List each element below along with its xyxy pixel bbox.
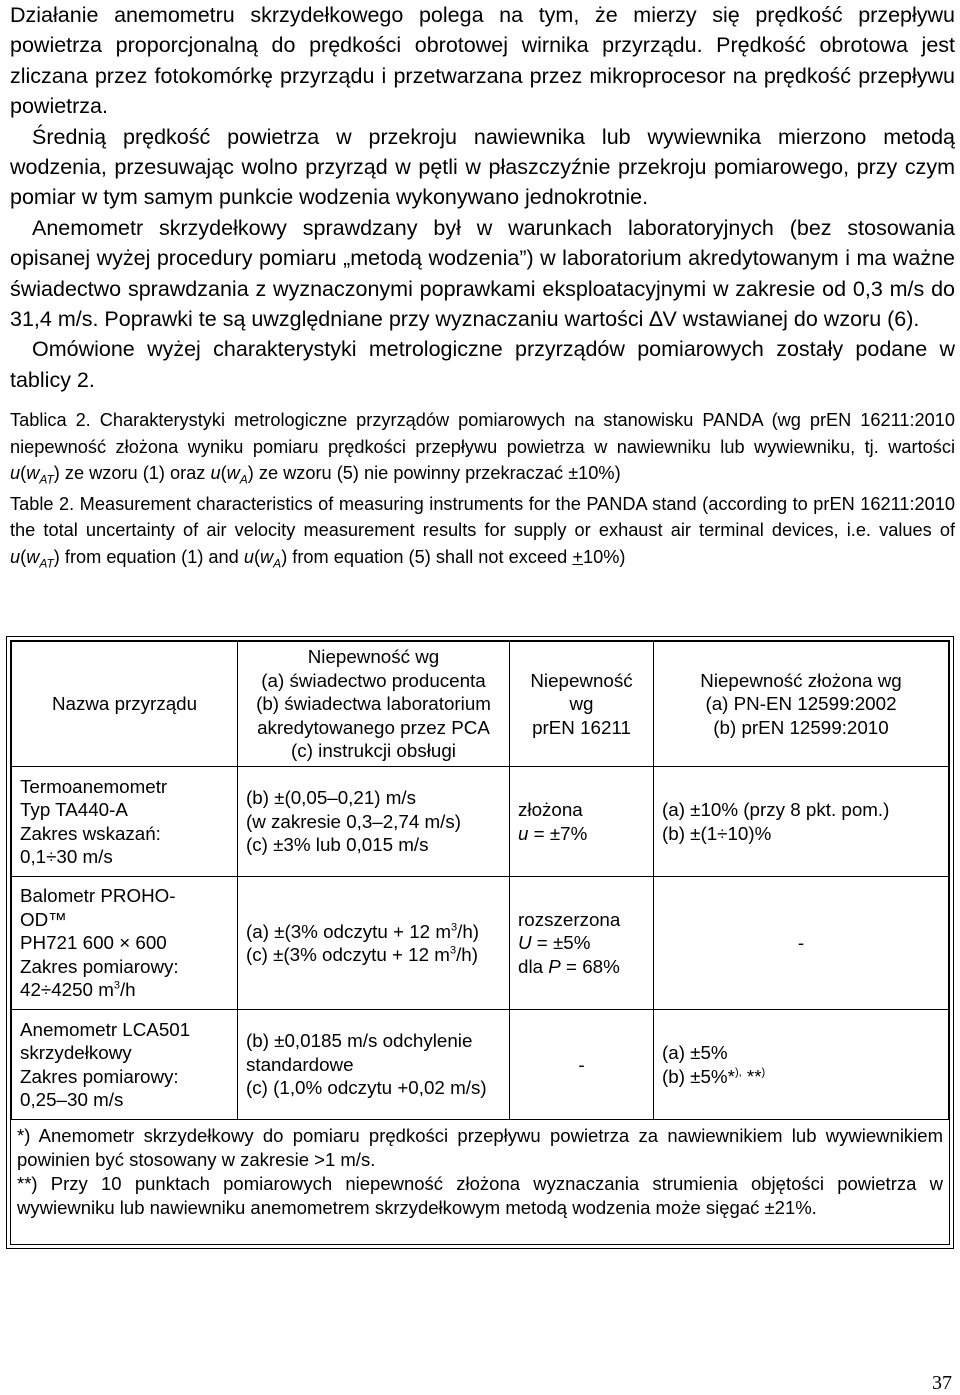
measurement-table: [10, 640, 950, 1245]
table-row: [12, 767, 949, 877]
instrument-name: Termoanemometr Typ TA440-A Zakres wskazań: 0,1÷30 m/s: [12, 767, 238, 877]
page-number: 37: [932, 1372, 952, 1394]
producer-uncertainty: (b) ±0,0185 m/s odchylenie standardowe (c) (1,0% odczytu +0,02 m/s): [238, 1010, 510, 1120]
pren-uncertainty: -: [510, 1010, 654, 1120]
header-combined: Niepewność złożona wg (a) PN-EN 12599:2002 (b) prEN 12599:2010: [654, 642, 949, 767]
footnote-2: **) Przy 10 punktach pomiarowych niepewność złożona wyznaczania strumienia objętości powietrza w wywiewniku lub nawiewniku anemometrem skrzydełkowym metodą wodzenia może sięgać ±21%.: [17, 1173, 943, 1218]
header-producer: Niepewność wg (a) świadectwo producenta (b) świadectwa laboratorium akredytowanego przez PCA (c) instrukcji obsługi: [238, 642, 510, 767]
table-header-row: [12, 642, 949, 767]
body-text: [10, 0, 955, 395]
header-pren: Niepewność wg prEN 16211: [510, 642, 654, 767]
instrument-name: Balometr PROHO- OD™ PH721 600 × 600 Zakres pomiarowy: 42÷4250 $m^3/h$: [12, 877, 238, 1010]
table-row: [12, 877, 949, 1010]
combined-uncertainty: -: [654, 877, 949, 1010]
paragraph-3: Anemometr skrzydełkowy sprawdzany był w warunkach laboratoryjnych (bez stosowania opisanej wyżej procedury pomiaru „metodą wodzenia”) w laboratorium akredytowanym i ma ważne świadectwo sprawdzania z wyznaczonymi poprawkami eksploatacyjnymi w zakresie od 0,3 m/s do 31,4 m/s. Poprawki te są uwzględniane przy wyznaczaniu wartości ∆V wstawianej do wzoru (6).: [10, 215, 955, 332]
header-name: Nazwa przyrządu: [12, 642, 238, 767]
producer-uncertainty: (b) ±(0,05–0,21) m/s (w zakresie 0,3–2,74 m/s) (c) ±3% lub 0,015 m/s: [238, 767, 510, 877]
table-footnotes: [11, 1120, 949, 1220]
document-page: [10, 0, 955, 570]
table-caption-pl: Tablica 2. Charakterystyki metrologiczne przyrządów pomiarowych na stanowisku PANDA (wg prEN 16211:2010 niepewność złożona wyniku pomiaru prędkości przepływu powietrza w nawiewniku lub wywiewniku, tj. wartości $u(w_{AT})$ ze wzoru (1) oraz $u(w_A)$ ze wzoru (5) nie powinny przekraczać ±10%): [10, 410, 955, 487]
table-caption-en: Table 2. Measurement characteristics of measuring instruments for the PANDA stand (according to prEN 16211:2010 the total uncertainty of air velocity measurement results for supply or exhaust air terminal devices, i.e. values of $u(w_{AT})$ from equation (1) and $u(w_A)$ from equation (5) shall not exceed +10%): [10, 493, 955, 571]
combined-uncertainty: (a) ±5% (b) ±5%*), **): [654, 1010, 949, 1120]
paragraph-4: Omówione wyżej charakterystyki metrologiczne przyrządów pomiarowych zostały podane w tablicy 2.: [10, 337, 955, 392]
pren-uncertainty: rozszerzona U = ±5% dla P = 68%: [510, 877, 654, 1010]
producer-uncertainty: (a) ±(3% odczytu + 12 $m^3/h$) (c) ±(3% odczytu + 12 $m^3/h$): [238, 877, 510, 1010]
paragraph-1: Działanie anemometru skrzydełkowego polega na tym, że mierzy się prędkość przepływu powietrza proporcjonalną do prędkości obrotowej wirnika przyrządu. Prędkość obrotowa jest zliczana przez fotokomórkę przyrządu i przetwarzana przez mikroprocesor na prędkość przepływu powietrza.: [10, 3, 955, 119]
measurement-table-frame: [6, 636, 954, 1249]
table-row: [12, 1010, 949, 1120]
paragraph-2: Średnią prędkość powietrza w przekroju nawiewnika lub wywiewnika mierzono metodą wodzenia, przesuwając wolno przyrząd w pętli w płaszczyźnie przekroju pomiarowego, przy czym pomiar w tym samym punkcie wodzenia wykonywano jednokrotnie.: [10, 124, 955, 210]
instrument-name: Anemometr LCA501 skrzydełkowy Zakres pomiarowy: 0,25–30 m/s: [12, 1010, 238, 1120]
footnote-1: *) Anemometr skrzydełkowy do pomiaru prędkości przepływu powietrza za nawiewnikiem lub wywiewnikiem powinien być stosowany w zakresie >1 m/s.: [17, 1125, 943, 1170]
combined-uncertainty: (a) ±10% (przy 8 pkt. pom.) (b) ±(1÷10)%: [654, 767, 949, 877]
pren-uncertainty: złożona u = ±7%: [510, 767, 654, 877]
